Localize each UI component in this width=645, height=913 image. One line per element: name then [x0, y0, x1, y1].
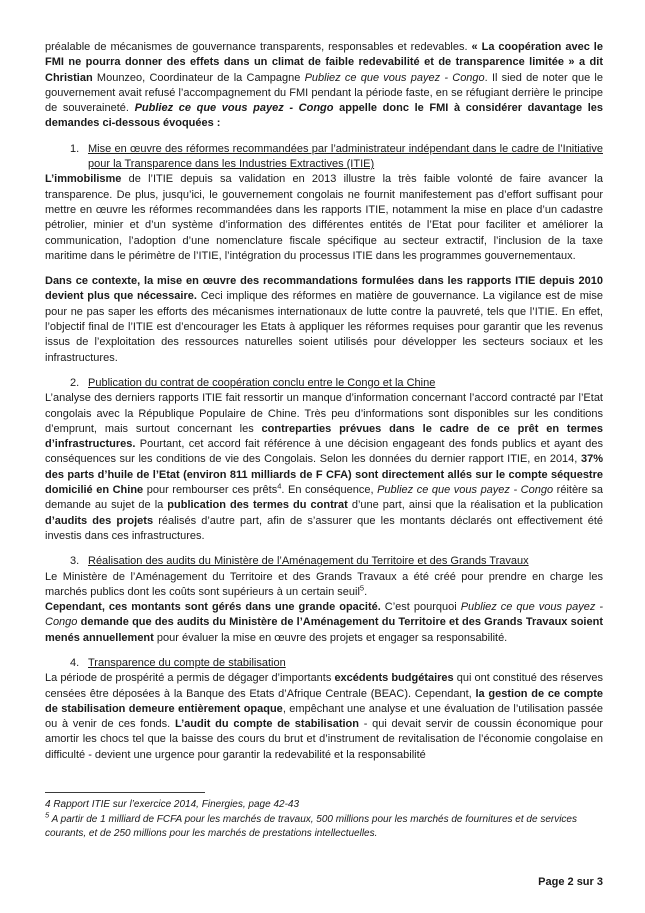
text-span: Dans ce contexte, la mise en œuvre des recommandations formulées dans les rapports ITIE depuis 2010 devient plus que nécessaire. — [45, 275, 603, 303]
section-heading — [45, 554, 603, 569]
text-span: , empêchant une analyse et une évaluation de l’utilisation passée ou à venir de ces fonds. — [45, 702, 603, 731]
text-span: C’est pourquoi — [380, 601, 461, 614]
text-span: Publiez ce que vous payez - Congo — [45, 601, 603, 629]
text-span: appelle donc le FMI à considérer davantage les demandes ci-dessous évoquées : — [45, 102, 604, 130]
text-span: La période de prospérité a permis de dégager d’importants — [45, 672, 335, 685]
list-number: 4. — [70, 656, 80, 669]
footnote-list — [45, 798, 603, 842]
text-span: la gestion de ce compte de stabilisation demeure entièrement opaque — [45, 687, 603, 715]
list-number: 2. — [70, 376, 80, 389]
text-span: Pourtant, cet accord fait référence à une décision engageant des fonds publics et ayant des conséquences sur les conditions de vie des Congolais. Selon les données du dernier rapport ITIE, en 2014, — [45, 438, 603, 466]
footnote — [45, 810, 603, 842]
text-span: L’analyse des derniers rapports ITIE fait ressortir un manque d’information concernant l’accord contracté par l’Etat congolais avec la République Populaire de Chine. Très peu d’informations sont disponibles sur les conditions d’emprunt, mais surtout concernant les — [45, 392, 603, 435]
text-span: réitère sa demande au sujet de la — [45, 484, 604, 512]
page-number: Page 2 sur 3 — [538, 876, 603, 888]
text-span: 37% des parts d’huile de l’Etat (environ 811 milliards de F CFA) sont directement allés sur le compte séquestre domicilié en Chine — [45, 453, 603, 497]
text-span: d’une part, ainsi que la réalisation et la publication — [347, 499, 603, 512]
text-span: Le Ministère de l’Aménagement du Territoire et des Grands Travaux a été créé pour prendre en charge les marchés publics dont les coûts sont supérieurs à un certain seuil — [45, 570, 603, 598]
text-span: préalable de mécanismes de gouvernance transparents, responsables et redevables. — [45, 41, 472, 53]
text-span: excédents budgétaires — [334, 672, 454, 685]
text-span: . En conséquence, — [281, 484, 378, 497]
text-span: A partir de 1 milliard de FCFA pour les marchés de travaux, 500 millions pour les marchés de fournitures et de services courants, et de 250 millions pour les marchés de prestations intellectuelles. — [45, 813, 577, 839]
section-heading-text: Publication du contrat de coopération conclu entre le Congo et la Chine — [88, 376, 436, 389]
text-span: 4 Rapport ITIE sur l’exercice 2014, Finergies, page 42-43 — [45, 799, 300, 810]
footnote-reference: 5 — [45, 810, 50, 820]
text-span: publication des termes du contrat — [167, 499, 348, 512]
text-span: Publiez ce que vous payez - Congo — [377, 484, 554, 497]
text-span: d’audits des projets — [45, 514, 154, 527]
text-span: Publiez ce que vous payez - Congo — [134, 102, 334, 115]
footnote-separator — [45, 792, 205, 793]
text-span: L’immobilisme — [45, 173, 122, 186]
list-number: 3. — [70, 555, 80, 568]
paragraph — [45, 570, 603, 646]
footnote-reference: 5 — [359, 583, 365, 593]
text-span: pour évaluer la mise en œuvre des projets et engager sa responsabilité. — [153, 631, 508, 644]
section-heading-text: Transparence du compte de stabilisation — [88, 656, 286, 669]
text-span: - qui devait servir de coussin économique pour amortir les chocs tel que la baisse des cours du brut et d’instrument de revitalisation de l’économie congolaise en difficulté - devient une urgence pour garantir la redevabilité et la responsabilité — [45, 718, 603, 761]
paragraph — [45, 274, 603, 366]
text-span: . Il sied de noter que le gouvernement avait refusé l’accompagnement du FMI pendant la période faste, en se réfugiant derrière le principe de souveraineté. — [45, 71, 603, 115]
text-span: de l’ITIE depuis sa validation en 2013 illustre la très faible volonté de faire avancer la transparence. De plus, jusqu’ici, le gouvernement congolais ne fournit manifestement pas d’effort suffisant pour mettre en œuvre les réformes recommandées dans les rapports ITIE, notamment la mise en place d’un cadastre pétrolier, minier et d’un système d’information des différentes entités de l’Etat pour faciliter et améliorer la communication, l’adoption d’une nomenclature fiscale spécifique au secteur extractif, l’inclusion de la taxe maritime dans le périmètre de l’ITIE, l’intégration du processus ITIE dans les programmes gouvernementaux. — [45, 173, 603, 262]
text-span: réalisés d’autre part, afin de s’assurer que les montants déclarés ont effectivement été investis dans ces infrastructures. — [45, 514, 603, 542]
text-span: . — [364, 585, 368, 598]
footnotes-section — [45, 792, 603, 842]
footnote — [45, 798, 603, 813]
text-span: contreparties prévues dans le cadre de ce prêt en termes d’infrastructures. — [45, 422, 604, 451]
section-heading-text: Mise en œuvre des réformes recommandées par l’administrateur indépendant dans le cadre de l’Initiative pour la Transparence dans les Industries Extractives (ITIE) — [88, 142, 603, 171]
document-body — [45, 40, 603, 773]
text-span: Ceci implique des réformes en matière de gouvernance. La vigilance est de mise pour ne pas saper les efforts des mécanismes internationaux de lutte contre la pauvreté, tels que l’ITIE. En effet, l’objectif final de l’ITIE est d’encourager les Etats à appliquer les réformes requises pour garantir que les revenus issus de l’exploitation des ressources naturelles soient utilisés pour développer les secteurs sociaux et les infrastructures. — [45, 290, 603, 364]
text-span: demande que des audits du Ministère de l’Aménagement du Territoire et des Grands Travaux soient menés annuellement — [45, 616, 603, 644]
paragraph — [45, 391, 603, 544]
section-heading — [45, 656, 603, 671]
text-span: Cependant, ces montants sont gérés dans une grande opacité. — [45, 601, 381, 614]
text-span: « La coopération avec le FMI ne pourra donner des effets dans un climat de faible redevabilité et de transparence limitée » a dit Christian — [45, 41, 603, 84]
paragraph — [45, 671, 603, 763]
paragraph — [45, 40, 603, 132]
footnote-reference: 4 — [277, 481, 282, 491]
text-span: qui ont constitué des réserves censées être déposées à la Banque des Etats d’Afrique Centrale (BEAC). Cependant, — [45, 672, 603, 700]
section-heading — [45, 376, 603, 391]
text-span: Mounzeo, Coordinateur de la Campagne — [92, 71, 305, 84]
paragraph — [45, 172, 603, 264]
section-heading-text: Réalisation des audits du Ministère de l’Aménagement du Territoire et des Grands Travaux — [88, 555, 529, 568]
section-heading — [45, 142, 603, 173]
list-number: 1. — [70, 142, 80, 155]
text-span: L’audit du compte de stabilisation — [174, 718, 359, 731]
text-span: Publiez ce que vous payez - Congo — [304, 71, 485, 84]
text-span: pour rembourser ces prêts — [143, 484, 278, 497]
